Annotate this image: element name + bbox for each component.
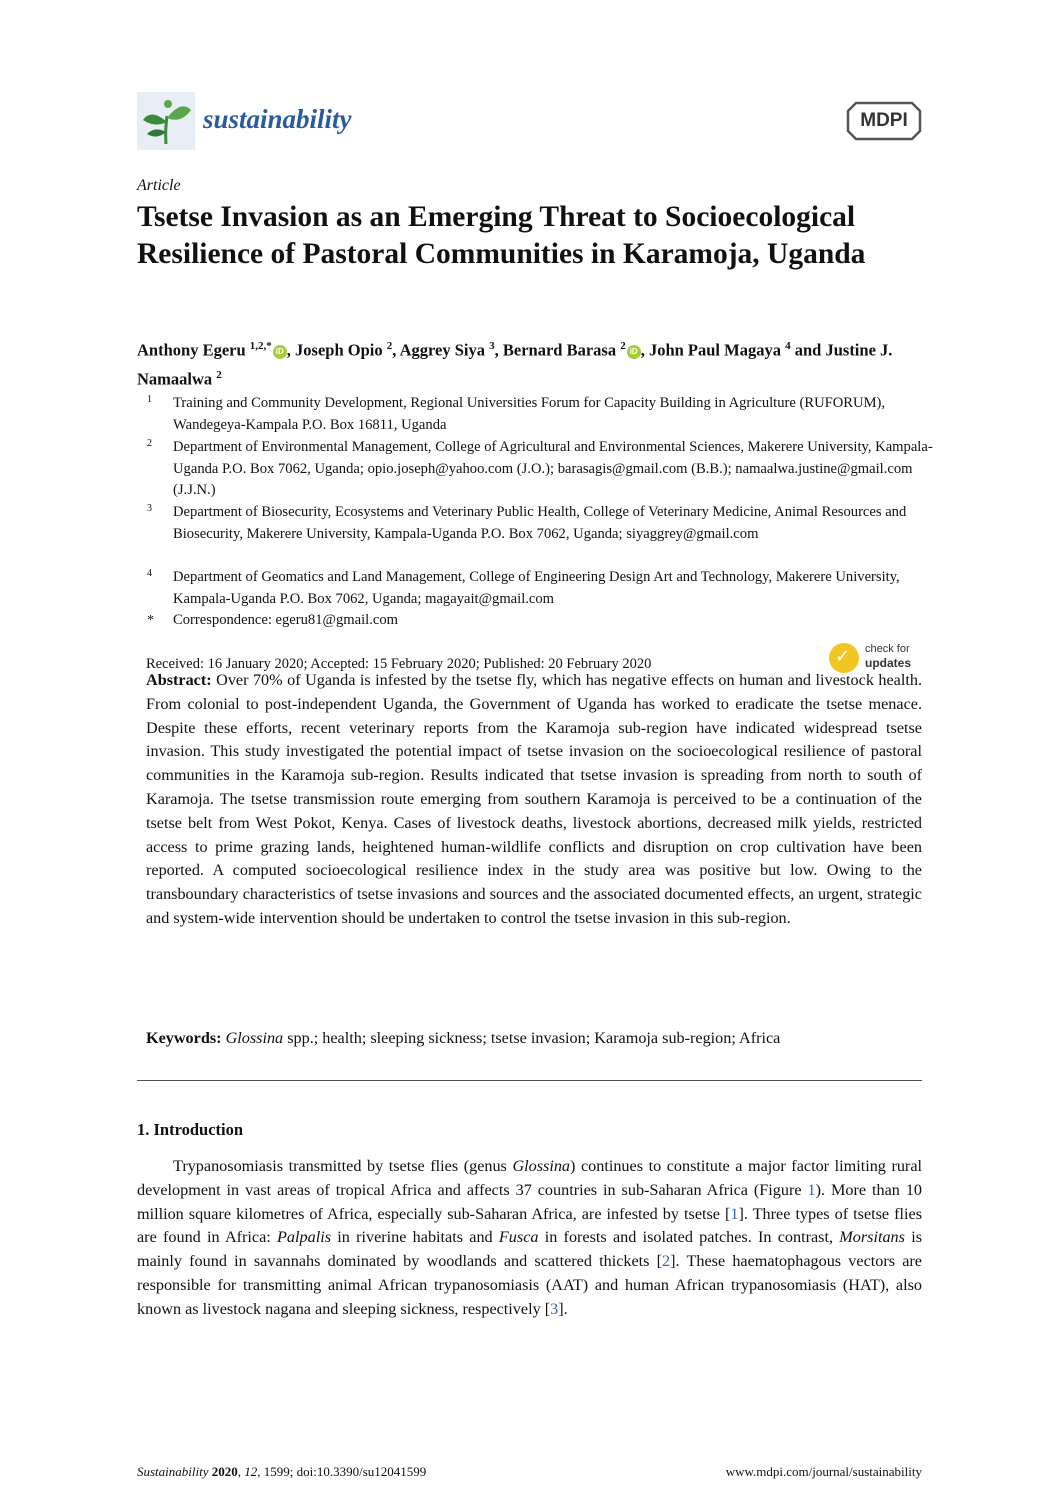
citation-link[interactable]: 1 [730, 1204, 739, 1223]
citation-link[interactable]: 2 [662, 1252, 671, 1271]
journal-logo[interactable] [137, 92, 377, 152]
abstract-text: Over 70% of Uganda is infested by the tsetse fly, which has negative effects on human and livestock health. From colonial to post-independent Uganda, the Government of Uganda has worked to eradicate the tsetse menace. Despite these efforts, recent veterinary reports from the Karamoja sub-region have indicated widespread tsetse invasion. This study investigated the potential impact of tsetse invasion on the socioecological resilience of pastoral communities in the Karamoja sub-region. Results indicated that tsetse invasion is spreading from north to south of Karamoja. The tsetse transmission route emerging from southern Karamoja is perceived to be a continuation of the tsetse belt from West Pokot, Kenya. Cases of livestock deaths, livestock abortions, decreased milk yields, restricted access to prime grazing lands, heightened human-wildlife conflicts and disruption on crop cultivation have been reported. A computed socioecological resilience index in the study area was positive but low. Owing to the transboundary characteristics of tsetse invasions and sources and the associated documented effects, an urgent, strategic and system-wide intervention should be undertaken to control the tsetse invasion in this sub-region. [146, 671, 923, 927]
author-name: John Paul Magaya [648, 340, 786, 360]
affiliation-text: Department of Environmental Management, College of Agricultural and Environmental Sciences, Makerere University, Kampala-Uganda P.O. Box 7062, Uganda; opio.joseph@yahoo.com (J.O.); barasagis@gmail.com (B.B.); namaalwa.justine@gmail.com (J.J.N.) [173, 439, 933, 498]
keywords-italic: Glossina [225, 1029, 284, 1047]
affiliation-text: Department of Geomatics and Land Management, College of Engineering Design Art and Technology, Makerere University, Kampala-Uganda P.O. Box 7062, Uganda; magayait@gmail.com [173, 569, 900, 607]
orcid-icon[interactable]: iD [273, 345, 287, 359]
paper-title: Tsetse Invasion as an Emerging Threat to Socioecological Resilience of Pastoral Communities in Karamoja, Uganda [137, 201, 866, 270]
author-name: Anthony Egeru [137, 340, 250, 360]
taxon-name: Palpalis [277, 1228, 332, 1247]
taxon-name: Fusca [498, 1228, 539, 1247]
affiliation-number: 3 [147, 503, 152, 514]
body-text-run: Trypanosomiasis transmitted by tsetse flies (genus [173, 1157, 513, 1175]
check-for-updates-line1: check for [865, 643, 910, 655]
author-affiliation-marker: 3 [489, 340, 495, 352]
author-name: Bernard Barasa [502, 340, 621, 360]
journal-name: sustainability [203, 104, 352, 134]
affiliation-text: Correspondence: egeru81@gmail.com [173, 612, 398, 628]
body-text-run: ). More than 10 million square kilometres of Africa, especially sub-Saharan Africa, are infested by tsetse [ [137, 1180, 923, 1223]
check-for-updates-icon: ✓ [829, 643, 859, 673]
footer-year: 2020 [211, 1464, 238, 1479]
body-text-run: ]. Three types of tsetse flies are found in Africa: [137, 1204, 923, 1247]
body-text-run: in forests and isolated patches. In contrast, [538, 1228, 840, 1247]
keywords [146, 1029, 922, 1048]
footer-volume: 12 [244, 1464, 258, 1479]
section-heading: 1. Introduction [137, 1120, 244, 1139]
body-text-run: in riverine habitats and [331, 1228, 499, 1247]
check-for-updates-line2: updates [865, 656, 912, 670]
affiliation-text: Department of Biosecurity, Ecosystems and Veterinary Public Health, College of Veterinary Medicine, Animal Resources and Biosecurity, Makerere University, Kampala-Uganda P.O. Box 7062, Uganda; siyaggrey@gmail.com [173, 504, 907, 542]
orcid-icon[interactable]: iD [627, 345, 641, 359]
citation-link[interactable]: 1 [807, 1180, 816, 1199]
article-type: Article [137, 177, 181, 194]
mdpi-text: MDPI [860, 110, 908, 131]
affiliation-text: Training and Community Development, Regional Universities Forum for Capacity Building in Agriculture (RUFORUM), Wandegeya-Kampala P.O. Box 16811, Uganda [173, 395, 886, 433]
affiliation-number: 4 [147, 568, 152, 579]
body-text-run: ]. [558, 1299, 568, 1318]
body-text-run: ]. These haematophagous vectors are responsible for transmitting animal African trypanosomiasis (AAT) and human African trypanosomiasis (HAT), also known as livestock nagana and sleeping sickness, respectively [ [137, 1252, 922, 1318]
body-text-run: is mainly found in savannahs dominated by woodlands and scattered thickets [ [137, 1228, 922, 1271]
leaf-icon [137, 92, 195, 150]
introduction-paragraph [137, 1155, 922, 1322]
keywords-label: Keywords: [146, 1029, 222, 1047]
author-affiliation-marker: 2 [386, 340, 393, 352]
footer-doi: , 1599; doi:10.3390/su12041599 [257, 1464, 427, 1479]
affiliation-number: 1 [147, 394, 152, 405]
publication-dates: Received: 16 January 2020; Accepted: 15 February 2020; Published: 20 February 2020 [146, 656, 652, 672]
author-name: Joseph Opio [295, 340, 387, 360]
mdpi-logo[interactable] [846, 101, 922, 141]
author-affiliation-marker: 1,2,* [249, 340, 272, 352]
body-text-run: ) continues to constitute a major factor limiting rural development in vast areas of tropical Africa and affects 37 countries in sub-Saharan Africa (Figure [137, 1157, 923, 1199]
author-list: Anthony Egeru $^{1,2,*}$ iD , Joseph Opio $^2$, Aggrey Siya $^3$, Bernard Barasa $^2$ iD , John Paul Magaya $^4$ and Justine J. Namaalwa $^2$ [137, 340, 893, 388]
abstract-label: Abstract: [146, 671, 212, 689]
author-affiliation-marker: 4 [785, 340, 791, 352]
citation-link[interactable]: 3 [550, 1299, 559, 1318]
taxon-name: Morsitans [839, 1228, 905, 1247]
footer-citation: Sustainability 2020, 12, 1599; doi:10.3390/su12041599 [137, 1464, 427, 1479]
author-name: Justine J. Namaalwa [137, 340, 893, 388]
divider [137, 1080, 922, 1081]
footer-url[interactable]: www.mdpi.com/journal/sustainability [725, 1464, 922, 1479]
keywords-text: spp.; health; sleeping sickness; tsetse invasion; Karamoja sub-region; Africa [283, 1029, 781, 1047]
abstract [146, 669, 922, 931]
taxon-name: Glossina [512, 1157, 571, 1175]
footer-journal: Sustainability [137, 1464, 209, 1479]
affiliation-number: * [147, 613, 154, 628]
author-affiliation-marker: 2 [620, 340, 626, 352]
affiliation-number: 2 [147, 438, 152, 449]
author-name: Aggrey Siya [399, 340, 490, 360]
author-affiliation-marker: 2 [216, 368, 222, 381]
